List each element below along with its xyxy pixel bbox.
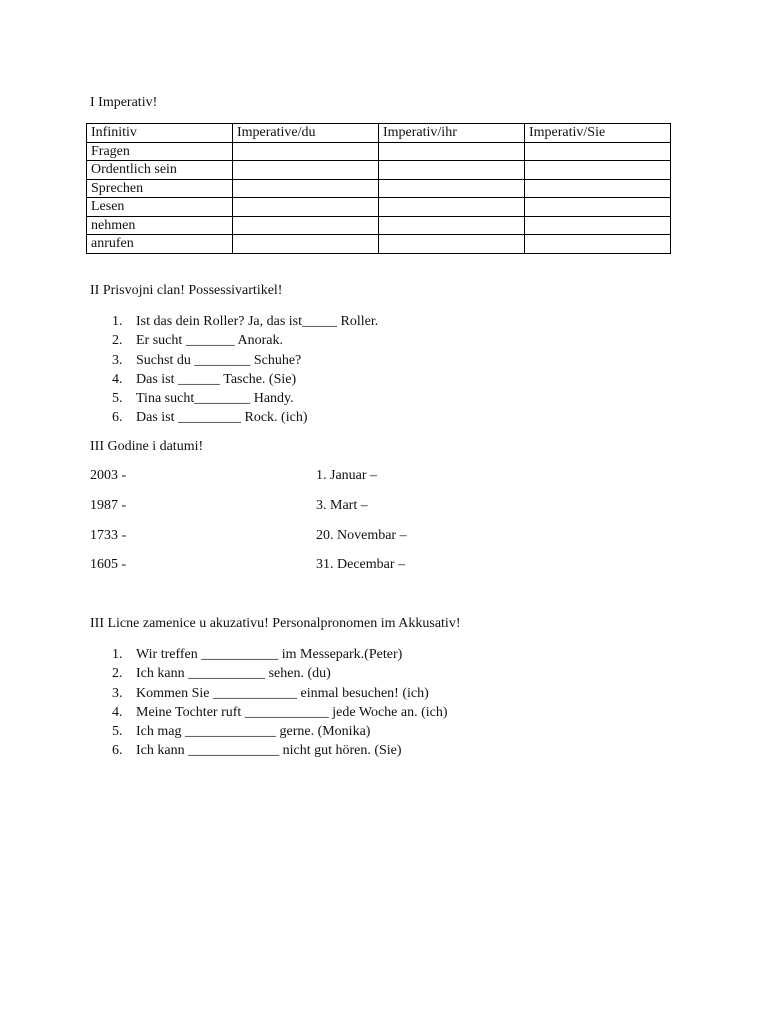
list-item-text: Wir treffen ___________ im Messepark.(Peter) bbox=[136, 647, 403, 662]
list-item bbox=[112, 312, 378, 331]
table-header-row bbox=[87, 124, 671, 143]
table-cell-blank bbox=[379, 216, 525, 235]
list-item-text: Er sucht _______ Anorak. bbox=[136, 333, 283, 349]
imperative-table bbox=[86, 123, 671, 254]
list-item-text: Ist das dein Roller? Ja, das ist_____ Roller. bbox=[136, 314, 379, 329]
list-item-text: Suchst du ________ Schuhe? bbox=[136, 352, 302, 368]
list-item-number: 1. bbox=[112, 314, 123, 329]
list-item-text: Ich mag _____________ gerne. (Monika) bbox=[136, 724, 371, 740]
year-item: 1733 - bbox=[90, 528, 127, 543]
list-item-number: 1. bbox=[112, 647, 123, 662]
pronoun-exercise-list bbox=[112, 645, 448, 761]
date-item: 31. Decembar – bbox=[316, 557, 406, 572]
table-cell-blank bbox=[379, 142, 525, 161]
table-cell-blank bbox=[525, 216, 671, 235]
year-item: 2003 - bbox=[90, 468, 127, 483]
date-item: 20. Novembar – bbox=[316, 528, 407, 543]
list-item bbox=[112, 741, 448, 760]
table-row-verb: nehmen bbox=[87, 216, 233, 235]
table-cell-blank bbox=[233, 216, 379, 235]
date-item: 1. Januar – bbox=[316, 468, 378, 483]
list-item-text: Das ist _________ Rock. (ich) bbox=[136, 410, 308, 426]
year-item: 1605 - bbox=[90, 557, 127, 572]
table-row bbox=[87, 142, 671, 161]
list-item-text: Das ist ______ Tasche. (Sie) bbox=[136, 371, 297, 387]
table-cell-blank bbox=[233, 235, 379, 254]
list-item-text: Ich kann _____________ nicht gut hören. (Sie) bbox=[136, 743, 402, 759]
table-cell-blank bbox=[525, 235, 671, 254]
table-header-cell: Imperativ/Sie bbox=[525, 124, 671, 143]
list-item-text: Tina sucht________ Handy. bbox=[136, 391, 294, 407]
table-cell-blank bbox=[525, 142, 671, 161]
table-header-cell: Imperative/du bbox=[233, 124, 379, 143]
table-header-cell: Infinitiv bbox=[87, 124, 233, 143]
table-row-verb: anrufen bbox=[87, 235, 233, 254]
table-cell-blank bbox=[379, 179, 525, 198]
list-item bbox=[112, 722, 448, 741]
possessive-exercise-list bbox=[112, 312, 378, 428]
section-3-title: III Godine i datumi! bbox=[90, 439, 204, 454]
table-row-verb: Ordentlich sein bbox=[87, 161, 233, 180]
table-cell-blank bbox=[379, 235, 525, 254]
list-item-text: Kommen Sie ____________ einmal besuchen! (ich) bbox=[136, 685, 429, 701]
table-header-cell: Imperativ/ihr bbox=[379, 124, 525, 143]
table-row bbox=[87, 235, 671, 254]
list-item bbox=[112, 703, 448, 722]
list-item-number: 3. bbox=[112, 685, 123, 701]
list-item bbox=[112, 664, 448, 683]
table-cell-blank bbox=[233, 142, 379, 161]
year-item: 1987 - bbox=[90, 498, 127, 513]
list-item bbox=[112, 684, 448, 703]
list-item-text: Meine Tochter ruft ____________ jede Woche an. (ich) bbox=[136, 704, 448, 720]
list-item-number: 6. bbox=[112, 410, 123, 426]
list-item bbox=[112, 389, 378, 408]
list-item-text: Ich kann ___________ sehen. (du) bbox=[136, 666, 331, 682]
list-item-number: 2. bbox=[112, 666, 123, 682]
list-item-number: 6. bbox=[112, 743, 123, 759]
table-cell-blank bbox=[525, 161, 671, 180]
table-row bbox=[87, 179, 671, 198]
table-cell-blank bbox=[379, 198, 525, 217]
table-cell-blank bbox=[233, 198, 379, 217]
table-row bbox=[87, 198, 671, 217]
list-item bbox=[112, 645, 448, 664]
list-item-number: 2. bbox=[112, 333, 123, 349]
list-item bbox=[112, 351, 378, 370]
list-item bbox=[112, 408, 378, 427]
table-row-verb: Fragen bbox=[87, 142, 233, 161]
list-item bbox=[112, 331, 378, 350]
table-cell-blank bbox=[379, 161, 525, 180]
table-row-verb: Lesen bbox=[87, 198, 233, 217]
list-item-number: 5. bbox=[112, 724, 123, 740]
section-2-title: II Prisvojni clan! Possessivartikel! bbox=[90, 283, 283, 298]
list-item-number: 5. bbox=[112, 391, 123, 407]
list-item-number: 4. bbox=[112, 371, 123, 387]
list-item-number: 3. bbox=[112, 352, 123, 368]
table-cell-blank bbox=[525, 198, 671, 217]
section-1-title: I Imperativ! bbox=[90, 95, 158, 110]
table-row bbox=[87, 161, 671, 180]
list-item-number: 4. bbox=[112, 704, 123, 720]
section-4-title: III Licne zamenice u akuzativu! Personalpronomen im Akkusativ! bbox=[90, 616, 461, 631]
table-row bbox=[87, 216, 671, 235]
table-row-verb: Sprechen bbox=[87, 179, 233, 198]
table-cell-blank bbox=[233, 179, 379, 198]
table-cell-blank bbox=[233, 161, 379, 180]
list-item bbox=[112, 370, 378, 389]
date-item: 3. Mart – bbox=[316, 498, 368, 513]
table-cell-blank bbox=[525, 179, 671, 198]
